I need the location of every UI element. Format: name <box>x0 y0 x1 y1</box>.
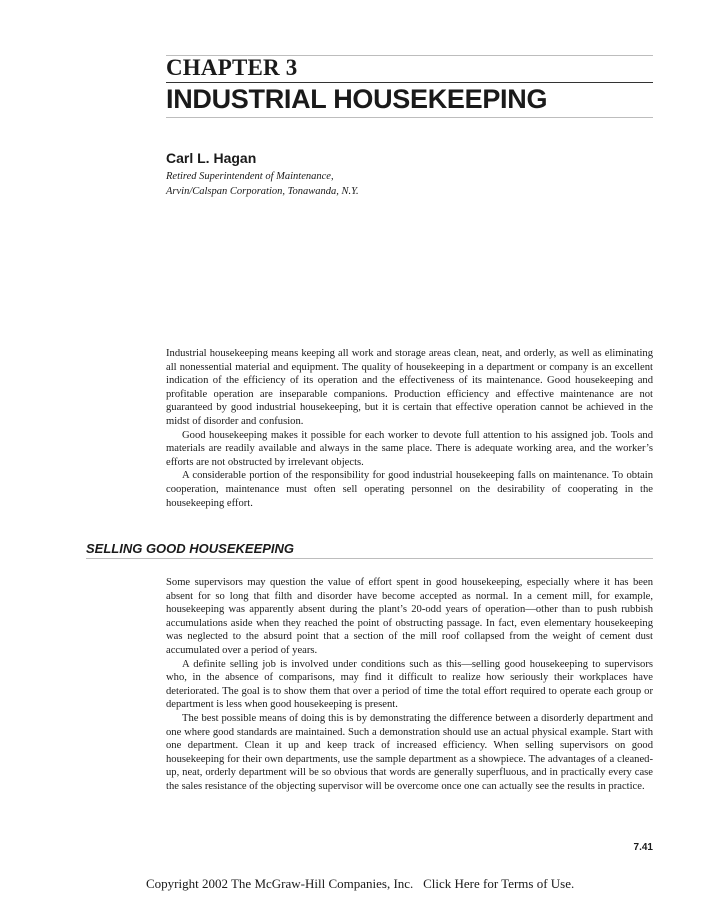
intro-paragraph-1: Industrial housekeeping means keeping all work and storage areas clean, neat, and orderly, as well as eliminating all nonessential material and equipment. The quality of housekeeping in a department or company is an excellent indication of the efficiency of its operation and the effectiveness of its maintenance. Good housekeeping and profitable operation are inseparable companions. Production efficiency and effective maintenance are not guaranteed by good industrial housekeeping, but it is certain that effective operation cannot be achieved in the midst of disorder and confusion. <box>166 348 653 427</box>
section-heading-rule <box>86 558 653 559</box>
title-underline-rule <box>166 117 653 118</box>
author-affiliation <box>166 169 359 199</box>
intro-text <box>166 347 653 510</box>
intro-paragraph-2: Good housekeeping makes it possible for each worker to devote full attention to his assigned job. Tools and materials are readily available and always in the same place. There is adequate working area, and the worker’s efforts are not obstructed by irrelevant objects. <box>166 429 653 468</box>
section-paragraph-1: Some supervisors may question the value of effort spent in good housekeeping, especially where it has been absent for so long that filth and disorder have become accepted as normal. In a cement mill, for example, housekeeping was apparently absent during the plant’s 20-odd years of operation—other than to push rubbish accumulations aside when they reached the point of obstructing passage. In fact, even elementary housekeeping was neglected to the absurd point that a section of the mill roof collapsed from the weight of cement dust accumulated over a period of years. <box>166 577 653 656</box>
copyright-text: Copyright 2002 The McGraw-Hill Companies, Inc. <box>146 876 414 891</box>
page-number: 7.41 <box>633 842 653 853</box>
section-paragraph-3: The best possible means of doing this is by demonstrating the difference between a disorderly department and one where good standards are maintained. Such a demonstration should use an actual physical example. Start with one department. Clean it up and keep track of increased efficiency. When selling supervisors on good housekeeping for their own departments, use the sample department as a showpiece. The advantages of a cleaned-up, neat, orderly department will be so obvious that words are generally superfluous, and in practically every case the sales resistance of the objecting supervisor will be overcome once one can actually see the results in practice. <box>166 712 653 792</box>
chapter-label: CHAPTER 3 <box>166 55 298 80</box>
section-paragraph-2: A definite selling job is involved under conditions such as this—selling good housekeeping to supervisors who, in the absence of comparisons, may find it difficult to realize how seriously their workplaces have deteriorated. The goal is to show them that over a period of time the total effort required to operate each group or department is less when good housekeeping is present. <box>166 658 653 711</box>
chapter-title: INDUSTRIAL HOUSEKEEPING <box>166 84 548 114</box>
intro-paragraph-3: A considerable portion of the responsibility for good industrial housekeeping falls on maintenance. To obtain cooperation, maintenance must often sell operating personnel on the desirability of cooperating in the housekeeping effort. <box>166 470 653 509</box>
terms-of-use-link[interactable]: Click Here for Terms of Use. <box>423 876 575 891</box>
affiliation-line-2: Arvin/Calspan Corporation, Tonawanda, N.Y. <box>166 186 359 197</box>
section-heading: SELLING GOOD HOUSEKEEPING <box>86 541 295 556</box>
section-text <box>166 576 653 794</box>
author-name: Carl L. Hagan <box>166 150 257 166</box>
chapter-divider-rule <box>166 82 653 83</box>
affiliation-line-1: Retired Superintendent of Maintenance, <box>166 171 334 182</box>
footer <box>146 876 574 892</box>
